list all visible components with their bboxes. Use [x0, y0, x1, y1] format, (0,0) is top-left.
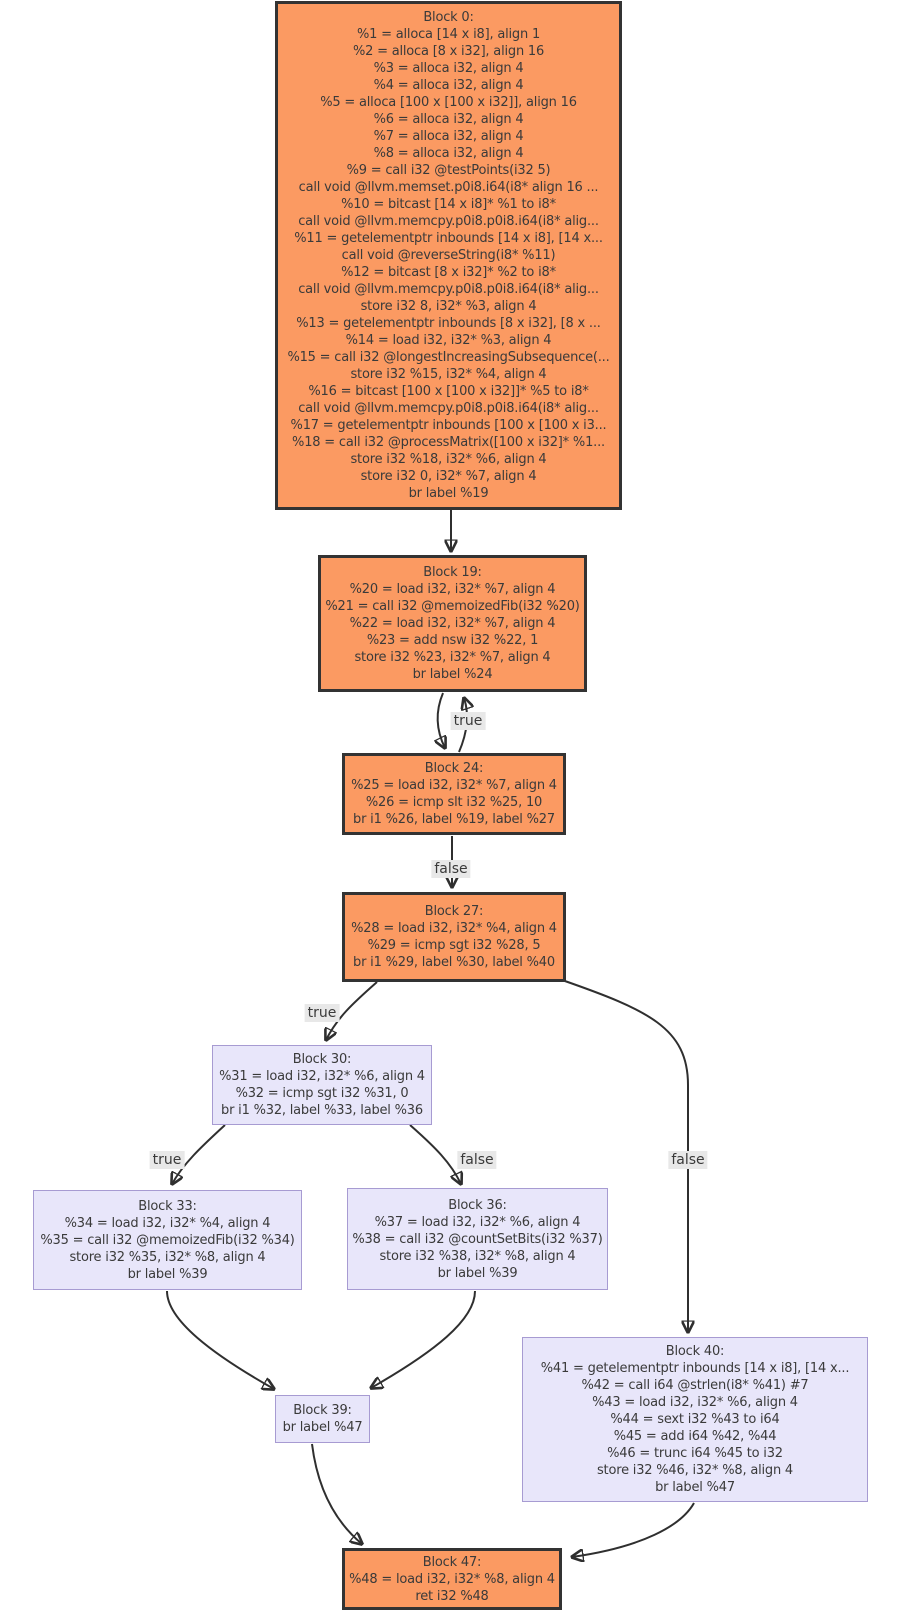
block-39: [275, 1395, 370, 1443]
ir-line: %16 = bitcast [100 x [100 x i32]]* %5 to i8*: [308, 384, 589, 399]
block-19-instructions: [325, 581, 579, 683]
ir-line: %43 = load i32, i32* %6, align 4: [592, 1395, 798, 1410]
ir-line: %35 = call i32 @memoizedFib(i32 %34): [40, 1232, 295, 1248]
edge-block30-to-block36: [410, 1125, 461, 1184]
ir-line: call void @llvm.memset.p0i8.i64(i8* align 16 ...: [298, 180, 599, 195]
ir-line: %32 = icmp sgt i32 %31, 0: [235, 1086, 409, 1101]
block-27: [342, 892, 566, 982]
ir-line: %44 = sext i32 %43 to i64: [610, 1412, 780, 1427]
ir-line: %15 = call i32 @longestIncreasingSubsequence(...: [287, 350, 610, 365]
ir-line: store i32 0, i32* %7, align 4: [360, 469, 537, 484]
ir-line: %3 = alloca i32, align 4: [373, 61, 524, 76]
ir-line: %12 = bitcast [8 x i32]* %2 to i8*: [341, 265, 556, 280]
block-40: [522, 1337, 868, 1502]
block-0-instructions: [287, 26, 609, 502]
edge-block33-to-block39: [167, 1291, 274, 1389]
ir-line: store i32 %18, i32* %6, align 4: [350, 452, 547, 467]
ir-line: br i1 %26, label %19, label %27: [353, 812, 555, 827]
ir-line: ret i32 %48: [415, 1588, 489, 1604]
block-36: [347, 1188, 608, 1290]
ir-line: %26 = icmp slt i32 %25, 10: [365, 795, 543, 810]
block-47-title: Block 47:: [422, 1554, 482, 1570]
ir-line: %31 = load i32, i32* %6, align 4: [219, 1069, 425, 1084]
ir-line: %17 = getelementptr inbounds [100 x [100 x i3...: [290, 418, 607, 433]
ir-line: %1 = alloca [14 x i8], align 1: [356, 27, 541, 42]
ir-line: %4 = alloca i32, align 4: [373, 78, 524, 93]
ir-line: %10 = bitcast [14 x i8]* %1 to i8*: [341, 197, 556, 212]
block-24-title: Block 24:: [424, 761, 484, 776]
edge-label-true-27-30: true: [305, 1004, 340, 1022]
ir-line: %9 = call i32 @testPoints(i32 5): [346, 163, 551, 178]
ir-line: %22 = load i32, i32* %7, align 4: [349, 616, 556, 631]
block-33-instructions: [40, 1215, 294, 1283]
ir-line: call void @reverseString(i8* %11): [341, 248, 556, 263]
ir-line: br label %24: [412, 667, 493, 682]
edge-label-false-27-40: false: [668, 1151, 707, 1169]
ir-line: %23 = add nsw i32 %22, 1: [366, 633, 539, 648]
ir-line: %6 = alloca i32, align 4: [373, 112, 524, 127]
ir-line: store i32 %15, i32* %4, align 4: [350, 367, 547, 382]
block-47: [342, 1548, 562, 1610]
block-47-instructions: [349, 1571, 555, 1605]
edge-block36-to-block39: [371, 1291, 475, 1388]
block-30: [212, 1045, 432, 1125]
block-19: [318, 555, 587, 692]
block-19-title: Block 19:: [423, 565, 482, 580]
ir-line: call void @llvm.memcpy.p0i8.p0i8.i64(i8* alig...: [298, 214, 599, 229]
ir-line: br label %19: [408, 486, 489, 501]
ir-line: %14 = load i32, i32* %3, align 4: [345, 333, 552, 348]
ir-line: %11 = getelementptr inbounds [14 x i8], [14 x...: [294, 231, 603, 246]
edge-block19-to-block24: [438, 693, 445, 748]
ir-line: %20 = load i32, i32* %7, align 4: [349, 582, 556, 597]
ir-line: %38 = call i32 @countSetBits(i32 %37): [352, 1231, 603, 1247]
ir-line: br label %47: [282, 1420, 363, 1435]
ir-line: store i32 %35, i32* %8, align 4: [69, 1249, 266, 1265]
ir-line: br i1 %32, label %33, label %36: [221, 1103, 423, 1118]
edge-block40-to-block47: [572, 1503, 694, 1557]
ir-line: br i1 %29, label %30, label %40: [353, 955, 555, 970]
ir-line: br label %39: [127, 1266, 208, 1282]
ir-line: %18 = call i32 @processMatrix([100 x i32]* %1...: [292, 435, 605, 450]
ir-line: %2 = alloca [8 x i32], align 16: [352, 44, 545, 59]
ir-line: br label %39: [437, 1265, 518, 1281]
block-39-instructions: [283, 1419, 363, 1436]
block-33-title: Block 33:: [138, 1198, 197, 1214]
ir-line: store i32 %23, i32* %7, align 4: [354, 650, 551, 665]
edge-block39-to-block47: [312, 1444, 362, 1544]
edge-label-true-24-19: true: [451, 712, 486, 730]
ir-line: %13 = getelementptr inbounds [8 x i32], [8 x ...: [296, 316, 601, 331]
block-24: [342, 753, 566, 835]
ir-line: call void @llvm.memcpy.p0i8.p0i8.i64(i8* alig...: [298, 401, 599, 416]
block-39-title: Block 39:: [293, 1403, 352, 1418]
block-0: [275, 1, 622, 510]
ir-line: br label %47: [655, 1480, 735, 1495]
ir-line: %29 = icmp sgt i32 %28, 5: [367, 938, 541, 953]
ir-line: %7 = alloca i32, align 4: [373, 129, 524, 144]
block-40-instructions: [541, 1360, 850, 1496]
edge-label-false-30-36: false: [457, 1151, 496, 1169]
block-30-instructions: [219, 1068, 425, 1119]
ir-line: %21 = call i32 @memoizedFib(i32 %20): [325, 599, 580, 614]
block-24-instructions: [351, 777, 557, 828]
ir-line: call void @llvm.memcpy.p0i8.p0i8.i64(i8* alig...: [298, 282, 599, 297]
block-0-title: Block 0:: [423, 10, 474, 25]
ir-line: %48 = load i32, i32* %8, align 4: [349, 1571, 555, 1587]
ir-line: %5 = alloca [100 x [100 x i32]], align 16: [320, 95, 577, 110]
block-36-title: Block 36:: [448, 1197, 507, 1213]
ir-line: %34 = load i32, i32* %4, align 4: [64, 1215, 271, 1231]
block-33: [33, 1190, 302, 1290]
ir-line: %37 = load i32, i32* %6, align 4: [374, 1214, 581, 1230]
ir-line: %46 = trunc i64 %45 to i32: [607, 1446, 783, 1461]
block-27-instructions: [351, 920, 557, 971]
ir-line: %41 = getelementptr inbounds [14 x i8], [14 x...: [540, 1361, 850, 1376]
edge-label-false-24-27: false: [431, 860, 470, 878]
ir-line: store i32 8, i32* %3, align 4: [360, 299, 537, 314]
ir-line: store i32 %46, i32* %8, align 4: [596, 1463, 794, 1478]
block-27-title: Block 27:: [424, 904, 484, 919]
edge-label-true-30-33: true: [150, 1151, 185, 1169]
ir-line: %42 = call i64 @strlen(i8* %41) #7: [581, 1378, 809, 1393]
ir-line: %28 = load i32, i32* %4, align 4: [351, 921, 557, 936]
ir-line: %45 = add i64 %42, %44: [613, 1429, 777, 1444]
block-30-title: Block 30:: [292, 1052, 352, 1067]
ir-line: %8 = alloca i32, align 4: [373, 146, 524, 161]
block-36-instructions: [352, 1214, 602, 1282]
ir-line: store i32 %38, i32* %8, align 4: [379, 1248, 576, 1264]
block-40-title: Block 40:: [665, 1344, 725, 1359]
ir-line: %25 = load i32, i32* %7, align 4: [351, 778, 557, 793]
